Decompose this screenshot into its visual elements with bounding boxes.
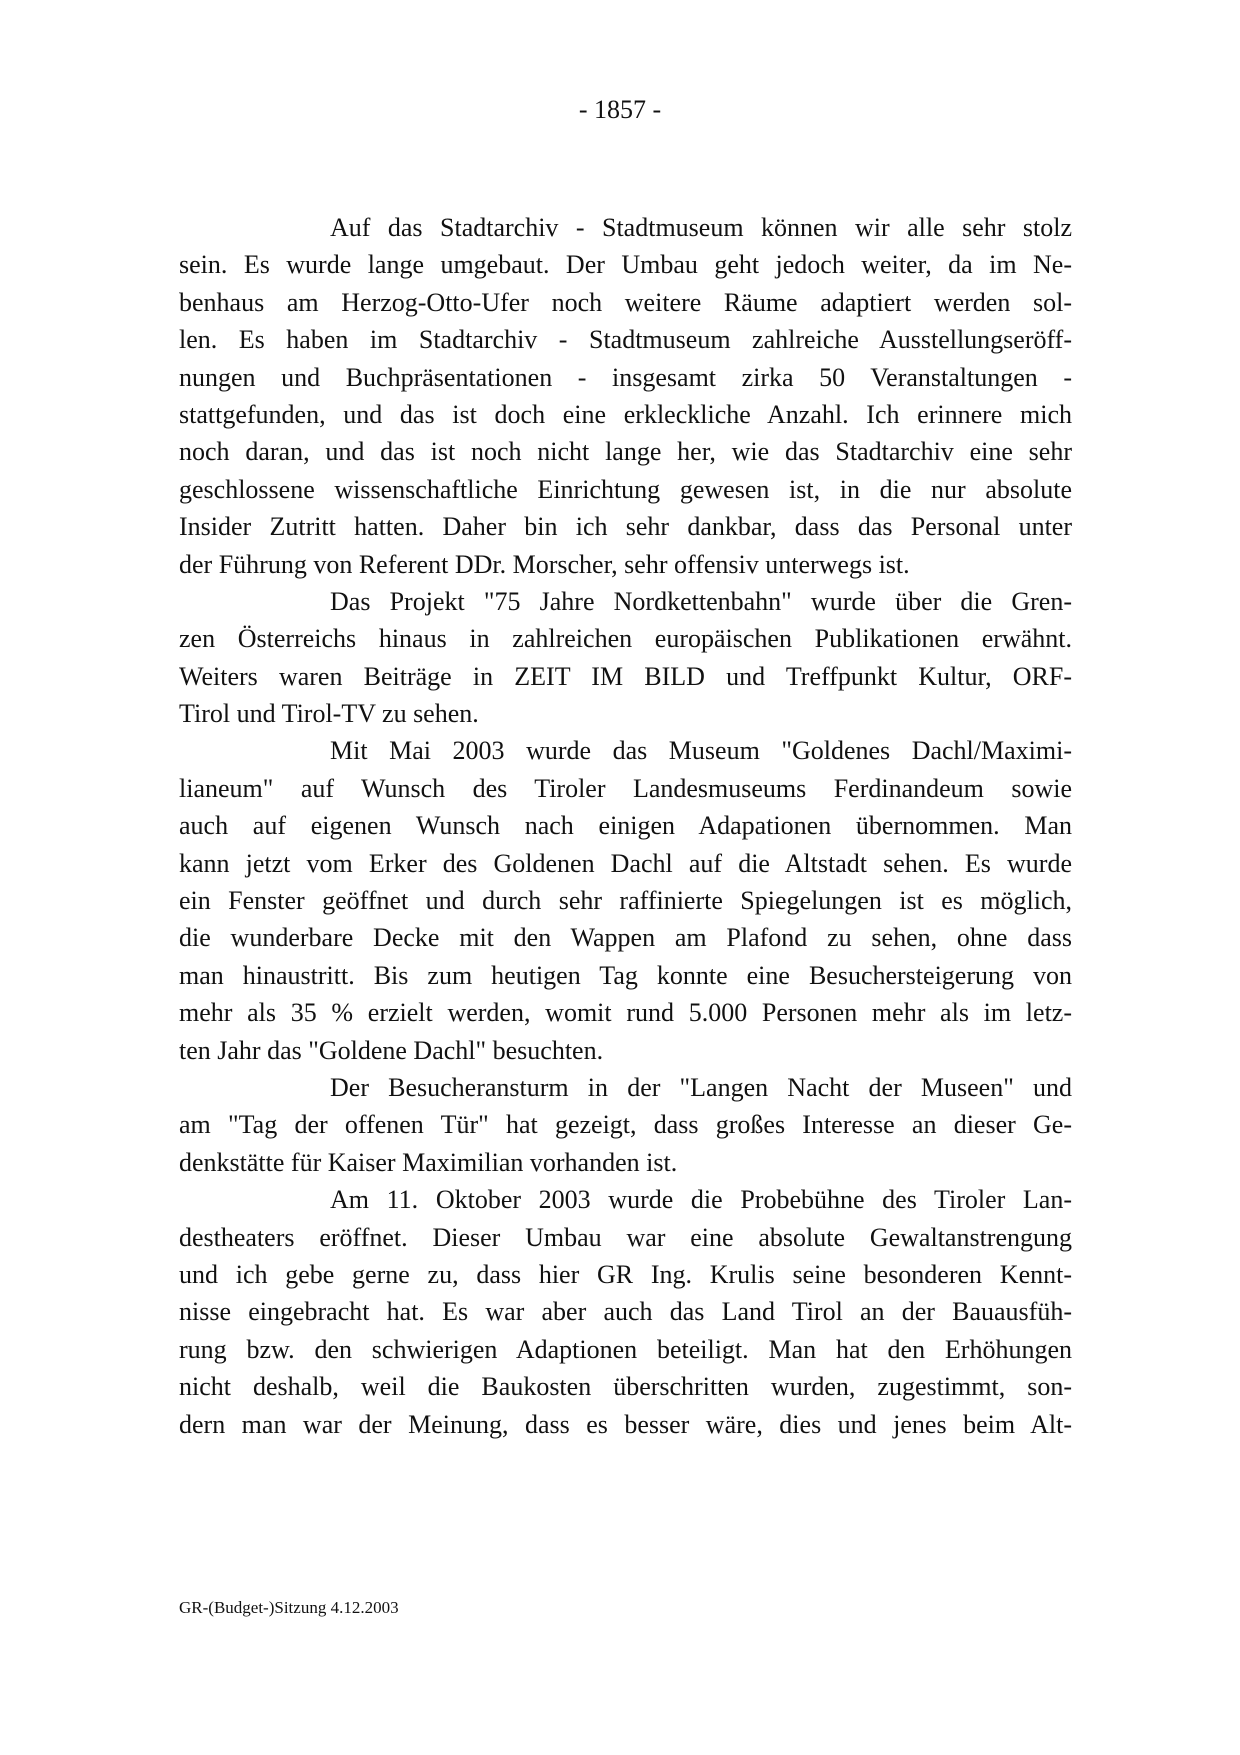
text-line: geschlossene wissenschaftliche Einrichtung gewesen ist, in die nur absolute bbox=[179, 474, 1072, 504]
text-line: die wunderbare Decke mit den Wappen am Plafond zu sehen, ohne dass bbox=[179, 923, 1072, 953]
text-line: Das Projekt "75 Jahre Nordkettenbahn" wurde über die Gren- bbox=[330, 586, 1072, 616]
text-line: ein Fenster geöffnet und durch sehr raffinierte Spiegelungen ist es möglich, bbox=[179, 886, 1072, 916]
text-line: sein. Es wurde lange umgebaut. Der Umbau geht jedoch weiter, da im Ne- bbox=[179, 250, 1072, 280]
text-line: noch daran, und das ist noch nicht lange her, wie das Stadtarchiv eine sehr bbox=[179, 437, 1072, 467]
text-line: Mit Mai 2003 wurde das Museum "Goldenes Dachl/Maximi- bbox=[330, 736, 1072, 766]
text-line: rung bzw. den schwierigen Adaptionen beteiligt. Man hat den Erhöhungen bbox=[179, 1334, 1072, 1364]
text-line: destheaters eröffnet. Dieser Umbau war eine absolute Gewaltanstrengung bbox=[179, 1222, 1072, 1252]
text-line: zen Österreichs hinaus in zahlreichen europäischen Publikationen erwähnt. bbox=[179, 624, 1072, 654]
text-line: am "Tag der offenen Tür" hat gezeigt, dass großes Interesse an dieser Ge- bbox=[179, 1110, 1072, 1140]
text-line: Auf das Stadtarchiv - Stadtmuseum können wir alle sehr stolz bbox=[330, 213, 1072, 242]
text-line: Weiters waren Beiträge in ZEIT IM BILD und Treffpunkt Kultur, ORF- bbox=[179, 661, 1072, 691]
text-line: denkstätte für Kaiser Maximilian vorhanden ist. bbox=[179, 1147, 678, 1177]
text-line: nicht deshalb, weil die Baukosten überschritten wurden, zugestimmt, son- bbox=[179, 1372, 1072, 1402]
text-line: Tirol und Tirol-TV zu sehen. bbox=[179, 699, 479, 729]
text-line: auch auf eigenen Wunsch nach einigen Adapationen übernommen. Man bbox=[179, 811, 1072, 841]
page-number: - 1857 - bbox=[578, 95, 662, 124]
footer-session-label: GR-(Budget-)Sitzung 4.12.2003 bbox=[179, 1598, 399, 1617]
text-line: benhaus am Herzog-Otto-Ufer noch weitere Räume adaptiert werden sol- bbox=[179, 287, 1072, 317]
text-line: Der Besucheransturm in der "Langen Nacht der Museen" und bbox=[330, 1072, 1072, 1102]
text-line: lianeum" auf Wunsch des Tiroler Landesmuseums Ferdinandeum sowie bbox=[179, 773, 1072, 803]
text-line: dern man war der Meinung, dass es besser wäre, dies und jenes beim Alt- bbox=[179, 1409, 1072, 1439]
body-text bbox=[179, 209, 1072, 1443]
text-line: len. Es haben im Stadtarchiv - Stadtmuseum zahlreiche Ausstellungseröff- bbox=[179, 325, 1072, 355]
text-line: man hinaustritt. Bis zum heutigen Tag konnte eine Besuchersteigerung von bbox=[179, 960, 1072, 990]
text-line: nisse eingebracht hat. Es war aber auch das Land Tirol an der Bauausfüh- bbox=[179, 1297, 1072, 1327]
text-line: nungen und Buchpräsentationen - insgesamt zirka 50 Veranstaltungen - bbox=[179, 362, 1072, 392]
text-line: mehr als 35 % erzielt werden, womit rund 5.000 Personen mehr als im letz- bbox=[179, 998, 1072, 1028]
text-line: stattgefunden, und das ist doch eine erkleckliche Anzahl. Ich erinnere mich bbox=[179, 399, 1072, 429]
text-line: Am 11. Oktober 2003 wurde die Probebühne des Tiroler Lan- bbox=[330, 1185, 1072, 1215]
text-line: und ich gebe gerne zu, dass hier GR Ing. Krulis seine besonderen Kennt- bbox=[179, 1259, 1072, 1289]
text-line: Insider Zutritt hatten. Daher bin ich sehr dankbar, dass das Personal unter bbox=[179, 512, 1072, 542]
text-line: kann jetzt vom Erker des Goldenen Dachl auf die Altstadt sehen. Es wurde bbox=[179, 848, 1072, 878]
text-line: der Führung von Referent DDr. Morscher, sehr offensiv unterwegs ist. bbox=[179, 549, 910, 579]
text-line: ten Jahr das "Goldene Dachl" besuchten. bbox=[179, 1035, 604, 1065]
